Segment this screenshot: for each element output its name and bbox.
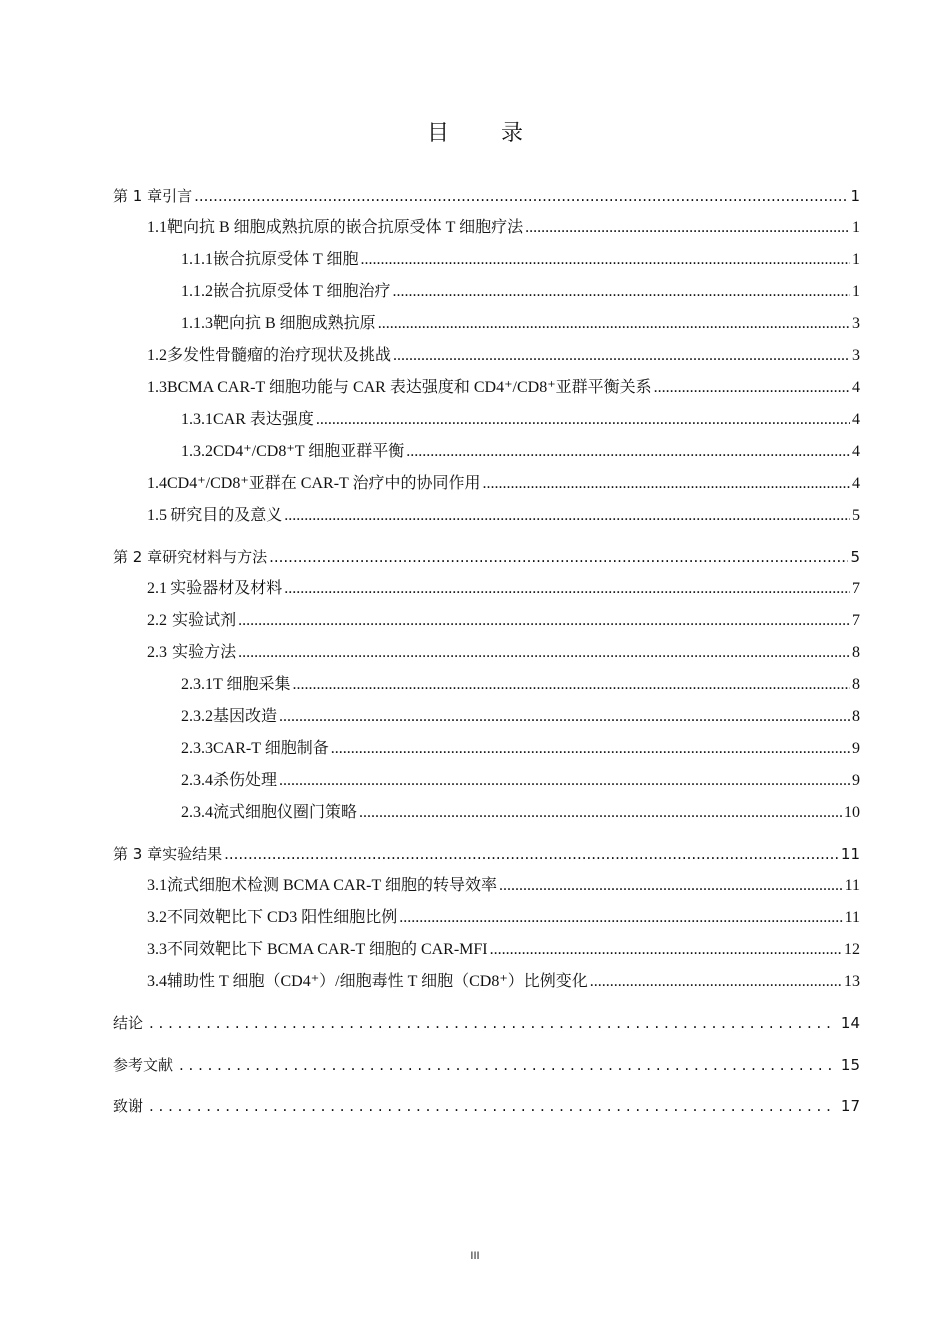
toc-leader — [490, 940, 842, 960]
toc-entry-number: 1.2 — [147, 347, 167, 364]
toc-entry-page: 14 — [840, 1014, 860, 1032]
toc-entry-page: 1 — [852, 219, 860, 236]
toc-entry[interactable] — [147, 474, 860, 494]
toc-entry-number: 2.3.3 — [181, 740, 213, 757]
toc-entry[interactable] — [181, 282, 860, 302]
toc-entry-page: 15 — [840, 1056, 860, 1074]
toc-entry-label: BCMA CAR-T 细胞功能与 CAR 表达强度和 CD4⁺/CD8⁺亚群平衡关系 — [167, 379, 652, 396]
toc-entry-number: 3.2 — [147, 909, 167, 926]
toc-entry[interactable] — [181, 771, 860, 791]
toc-entry[interactable] — [181, 314, 860, 334]
toc-leader — [359, 803, 842, 823]
toc-entry-page: 8 — [852, 644, 860, 661]
toc-entry[interactable] — [147, 876, 860, 896]
toc-entry-number: 2.3.4 — [181, 804, 213, 821]
toc-entry-number: 1.3.2 — [181, 443, 213, 460]
toc-entry-page: 3 — [852, 315, 860, 332]
toc-leader — [149, 1013, 835, 1033]
toc-entry-page: 17 — [840, 1097, 860, 1115]
toc-entry-label: CAR-T 细胞制备 — [213, 740, 329, 757]
toc-leader — [269, 547, 848, 567]
toc-entry-label: T 细胞采集 — [213, 676, 291, 693]
toc-entry-label: CD4⁺/CD8⁺T 细胞亚群平衡 — [213, 443, 405, 460]
toc-entry-number: 2.1 — [147, 580, 167, 597]
toc-entry-number: 1.4 — [147, 475, 167, 492]
toc-leader — [284, 506, 850, 526]
toc-entry[interactable] — [113, 1013, 860, 1033]
toc-entry[interactable] — [181, 442, 860, 462]
toc-entry-label: 研究材料与方法 — [162, 548, 268, 566]
toc-entry-page: 5 — [850, 548, 860, 566]
toc-entry-page: 11 — [844, 909, 860, 926]
toc-entry[interactable] — [147, 972, 860, 992]
toc-entry[interactable] — [147, 611, 860, 631]
toc-entry-number: 1.1 — [147, 219, 167, 236]
toc-entry-label: 流式细胞仪圈门策略 — [213, 804, 358, 821]
title-char-1: 目 — [426, 121, 449, 146]
toc-leader — [378, 314, 850, 334]
toc-leader — [525, 218, 850, 238]
toc-entry-page: 4 — [852, 379, 860, 396]
toc-leader — [393, 282, 851, 302]
toc-entry-label: 嵌合抗原受体 T 细胞 — [213, 251, 359, 268]
toc-entry[interactable] — [147, 940, 860, 960]
toc-entry-page: 4 — [852, 411, 860, 428]
toc-entry-number: 第 1 章 — [113, 187, 163, 205]
toc-entry-label: 流式细胞术检测 BCMA CAR-T 细胞的转导效率 — [167, 877, 497, 894]
toc-entry-label: 靶向抗 B 细胞成熟抗原的嵌合抗原受体 T 细胞疗法 — [167, 219, 524, 236]
toc-entry-label: CAR 表达强度 — [213, 411, 314, 428]
toc-entry-label: 杀伤处理 — [213, 772, 278, 789]
toc-entry[interactable] — [147, 908, 860, 928]
toc-entry-number: 1.5 — [147, 507, 167, 524]
toc-entry-number: 第 3 章 — [113, 845, 163, 863]
toc-entry-label: 实验器材及材料 — [170, 580, 283, 597]
toc-leader — [293, 675, 851, 695]
toc-entry-page: 7 — [852, 580, 860, 597]
toc-entry-page: 4 — [852, 475, 860, 492]
toc-entry-page: 12 — [844, 941, 860, 958]
toc-leader — [279, 771, 850, 791]
toc-entry-page: 9 — [852, 772, 860, 789]
toc-entry-number: 2.3 — [147, 644, 167, 661]
toc-entry-page: 8 — [852, 708, 860, 725]
toc-entry-label: 实验结果 — [162, 845, 223, 863]
toc-entry[interactable] — [147, 218, 860, 238]
toc-entry-label: 嵌合抗原受体 T 细胞治疗 — [213, 283, 391, 300]
toc-entry-label: 实验试剂 — [172, 612, 237, 629]
toc-entry-page: 13 — [844, 973, 860, 990]
toc-entry-number: 1.1.2 — [181, 283, 213, 300]
toc-leader — [399, 908, 842, 928]
toc-leader — [361, 250, 851, 270]
toc-leader — [406, 442, 850, 462]
toc-leader — [654, 378, 850, 398]
toc-entry[interactable] — [147, 643, 860, 663]
toc-entry-page: 5 — [852, 507, 860, 524]
toc-entry-number: 1.3.1 — [181, 411, 213, 428]
toc-leader — [590, 972, 842, 992]
toc-entry[interactable] — [113, 186, 860, 206]
toc-entry-number: 3.3 — [147, 941, 167, 958]
toc-entry-page: 4 — [852, 443, 860, 460]
toc-entry-page: 1 — [850, 187, 860, 205]
toc-entry-page: 8 — [852, 676, 860, 693]
toc-leader — [393, 346, 850, 366]
toc-entry-label: 研究目的及意义 — [170, 507, 283, 524]
toc-entry-number: 第 2 章 — [113, 548, 163, 566]
toc-leader — [279, 707, 850, 727]
toc-entry[interactable] — [181, 250, 860, 270]
toc-entry-number: 2.3.4 — [181, 772, 213, 789]
toc-entry-label: 多发性骨髓瘤的治疗现状及挑战 — [167, 347, 392, 364]
toc-entry-page: 11 — [840, 845, 860, 863]
toc-entry[interactable] — [113, 1055, 860, 1075]
toc-entry-number: 1.1.1 — [181, 251, 213, 268]
toc-entry-page: 7 — [852, 612, 860, 629]
toc-entry[interactable] — [113, 547, 860, 567]
toc-entry[interactable] — [147, 346, 860, 366]
toc-entry-page: 11 — [844, 877, 860, 894]
toc-entry[interactable] — [181, 803, 860, 823]
toc-entry-number: 3.4 — [147, 973, 167, 990]
toc-entry-label: CD4⁺/CD8⁺亚群在 CAR-T 治疗中的协同作用 — [167, 475, 481, 492]
toc-entry[interactable] — [113, 1096, 860, 1116]
toc-entry-page: 3 — [852, 347, 860, 364]
toc-leader — [179, 1055, 835, 1075]
toc-leader — [499, 876, 843, 896]
toc-entry-label: 不同效靶比下 CD3 阳性细胞比例 — [167, 909, 398, 926]
toc-entry-page: 9 — [852, 740, 860, 757]
toc-entry-number: 3.1 — [147, 877, 167, 894]
toc-leader — [224, 844, 839, 864]
toc-entry-number: 1.1.3 — [181, 315, 213, 332]
toc-entry-page: 10 — [844, 804, 860, 821]
toc-leader — [149, 1096, 835, 1116]
toc-entry[interactable] — [147, 579, 860, 599]
toc-entry-label: 基因改造 — [213, 708, 278, 725]
toc-entry-label: 辅助性 T 细胞（CD4⁺）/细胞毒性 T 细胞（CD8⁺）比例变化 — [167, 973, 588, 990]
toc-entry[interactable] — [147, 506, 860, 526]
toc-entry-number: 2.3.2 — [181, 708, 213, 725]
toc-leader — [316, 410, 850, 430]
toc-leader — [194, 186, 848, 206]
toc-leader — [483, 474, 850, 494]
toc-entry[interactable] — [181, 739, 860, 759]
toc-entry-label: 致谢 — [113, 1097, 144, 1115]
toc-entry-number: 1.3 — [147, 379, 167, 396]
toc-entry-page: 1 — [852, 283, 860, 300]
toc-entry-number: 2.3.1 — [181, 676, 213, 693]
toc-entry-number: 2.2 — [147, 612, 167, 629]
title-char-2: 录 — [501, 121, 524, 146]
toc-entry-label: 靶向抗 B 细胞成熟抗原 — [213, 315, 376, 332]
toc-entry-label: 结论 — [113, 1014, 144, 1032]
toc-entry-label: 实验方法 — [172, 644, 237, 661]
toc-leader — [238, 611, 850, 631]
toc-entry[interactable] — [181, 707, 860, 727]
toc-entry[interactable] — [181, 410, 860, 430]
toc-entry[interactable] — [147, 378, 860, 398]
toc-entry-page: 1 — [852, 251, 860, 268]
toc-entry-label: 不同效靶比下 BCMA CAR-T 细胞的 CAR-MFI — [167, 941, 488, 958]
toc-entry-label: 参考文献 — [113, 1056, 174, 1074]
toc-entry-label: 引言 — [162, 187, 193, 205]
toc-leader — [284, 579, 850, 599]
toc-leader — [331, 739, 850, 759]
page-number-footer: III — [470, 1250, 480, 1262]
toc-leader — [238, 643, 850, 663]
toc-entry[interactable] — [181, 675, 860, 695]
toc-entry[interactable] — [113, 844, 860, 864]
